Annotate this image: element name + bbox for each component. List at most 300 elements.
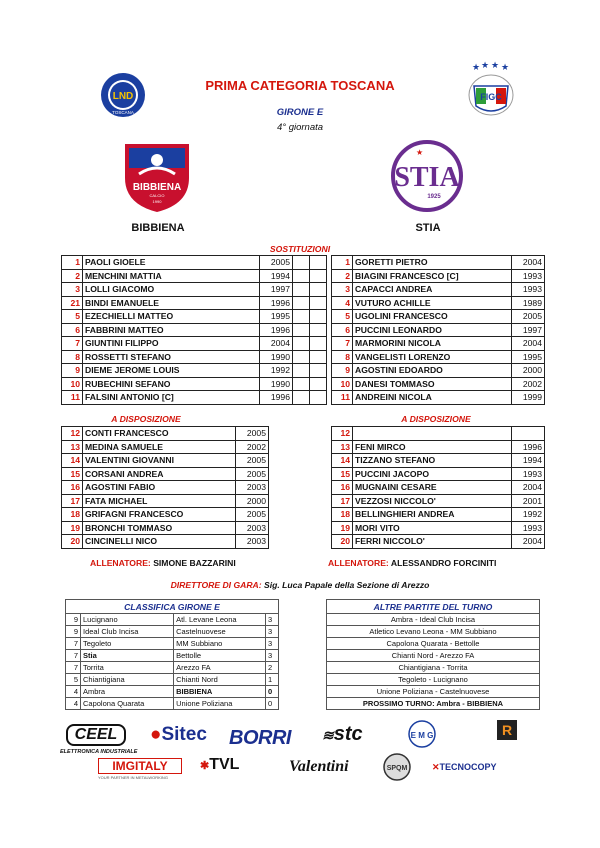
player-number: 2 xyxy=(62,269,83,283)
player-number: 9 xyxy=(332,364,353,378)
player-year: 1997 xyxy=(512,323,545,337)
away-starter-row xyxy=(332,296,545,310)
player-name: DIEME JEROME LOUIS xyxy=(83,364,260,378)
standings-points: 9 xyxy=(66,626,81,638)
player-year: 2002 xyxy=(236,440,269,454)
player-number: 7 xyxy=(332,337,353,351)
away-bench-row xyxy=(332,535,545,549)
player-year: 2005 xyxy=(512,310,545,324)
away-bench-row xyxy=(332,481,545,495)
away-bench-row xyxy=(332,440,545,454)
player-year: 1993 xyxy=(512,521,545,535)
standings-score: 1 xyxy=(266,674,279,686)
player-number: 10 xyxy=(62,377,83,391)
player-number: 3 xyxy=(62,283,83,297)
stia-crest-text: STIA xyxy=(394,162,460,193)
player-name: ANDREINI NICOLA xyxy=(353,391,512,405)
home-starter-row xyxy=(62,323,327,337)
sub-box xyxy=(293,364,310,378)
home-bench-row xyxy=(62,454,269,468)
player-year: 1996 xyxy=(260,391,293,405)
player-name: BELLINGHIERI ANDREA xyxy=(353,508,512,522)
away-coach xyxy=(328,558,496,568)
player-name: BRONCHI TOMMASO xyxy=(83,521,236,535)
player-year: 2002 xyxy=(512,377,545,391)
home-bench-row xyxy=(62,494,269,508)
standings-team: Capolona Quarata xyxy=(81,698,174,710)
sub-box xyxy=(310,283,327,297)
player-year: 1996 xyxy=(260,323,293,337)
player-name: AGOSTINI EDOARDO xyxy=(353,364,512,378)
player-year: 2003 xyxy=(236,521,269,535)
home-coach-label: ALLENATORE: xyxy=(90,558,151,568)
home-starter-row xyxy=(62,256,327,270)
player-year: 2004 xyxy=(260,337,293,351)
player-name: MENCHINI MATTIA xyxy=(83,269,260,283)
player-year: 1992 xyxy=(512,508,545,522)
player-number: 16 xyxy=(332,481,353,495)
standings-row xyxy=(66,662,279,674)
player-year: 1993 xyxy=(512,283,545,297)
figc-logo-text: FIGC xyxy=(480,92,502,102)
other-match-row xyxy=(327,614,540,626)
standings-team: Ideal Club Incisa xyxy=(81,626,174,638)
player-number: 5 xyxy=(62,310,83,324)
home-bench xyxy=(61,426,269,549)
player-year: 1995 xyxy=(260,310,293,324)
svg-text:★: ★ xyxy=(481,60,490,70)
home-bench-row xyxy=(62,467,269,481)
sitec-logo-text: Sitec xyxy=(161,724,207,745)
away-starter-row xyxy=(332,283,545,297)
player-year: 1993 xyxy=(512,269,545,283)
sub-box xyxy=(293,283,310,297)
away-bench-row xyxy=(332,521,545,535)
away-bench-row xyxy=(332,508,545,522)
standings-opponent: MM Subbiano xyxy=(174,638,266,650)
player-name: CORSANI ANDREA xyxy=(83,467,236,481)
player-year: 1992 xyxy=(260,364,293,378)
standings-team: Tegoleto xyxy=(81,638,174,650)
player-name: BIAGINI FRANCESCO [C] xyxy=(353,269,512,283)
player-name: EZECHIELLI MATTEO xyxy=(83,310,260,324)
referee-label: DIRETTORE DI GARA: xyxy=(170,580,262,590)
sub-box xyxy=(293,269,310,283)
player-year: 1990 xyxy=(260,377,293,391)
player-year: 1996 xyxy=(260,296,293,310)
bibbiena-crest-text: BIBBIENA xyxy=(132,182,182,193)
rb-logo-text: R xyxy=(497,720,517,740)
player-number: 3 xyxy=(332,283,353,297)
player-name: FENI MIRCO xyxy=(353,440,512,454)
sub-box xyxy=(293,256,310,270)
away-coach-label: ALLENATORE: xyxy=(328,558,389,568)
player-year: 1996 xyxy=(512,440,545,454)
player-number: 14 xyxy=(62,454,83,468)
player-name: DANESI TOMMASO xyxy=(353,377,512,391)
player-number: 17 xyxy=(332,494,353,508)
home-bench-header: A DISPOSIZIONE xyxy=(111,414,181,424)
standings-points: 4 xyxy=(66,686,81,698)
home-starter-row xyxy=(62,391,327,405)
player-name: FERRI NICCOLO' xyxy=(353,535,512,549)
sub-box xyxy=(293,310,310,324)
player-name: FABBRINI MATTEO xyxy=(83,323,260,337)
player-year: 1994 xyxy=(512,454,545,468)
away-bench-row xyxy=(332,454,545,468)
player-number: 20 xyxy=(62,535,83,549)
player-name: GORETTI PIETRO xyxy=(353,256,512,270)
standings-team: Chiantigiana xyxy=(81,674,174,686)
away-starter-row xyxy=(332,256,545,270)
player-year: 2005 xyxy=(236,467,269,481)
player-year xyxy=(512,427,545,441)
home-coach-name: SIMONE BAZZARINI xyxy=(153,558,236,568)
sub-box xyxy=(310,296,327,310)
stc-logo-text: stc xyxy=(333,723,363,745)
player-year: 1997 xyxy=(260,283,293,297)
player-name: VALENTINI GIOVANNI xyxy=(83,454,236,468)
standings-opponent: Arezzo FA xyxy=(174,662,266,674)
away-starter-row xyxy=(332,350,545,364)
emg-logo xyxy=(407,719,437,753)
player-name: CONTI FRANCESCO xyxy=(83,427,236,441)
player-name: CINCINELLI NICO xyxy=(83,535,236,549)
other-match: Chianti Nord - Arezzo FA xyxy=(327,650,540,662)
standings-score: 3 xyxy=(266,614,279,626)
player-number: 19 xyxy=(332,521,353,535)
imgitaly-logo xyxy=(98,758,182,780)
home-coach xyxy=(90,558,236,568)
player-name: VUTURO ACHILLE xyxy=(353,296,512,310)
player-year: 2005 xyxy=(236,454,269,468)
player-number: 6 xyxy=(332,323,353,337)
valentini-logo: Valentini xyxy=(289,758,349,775)
standings-row xyxy=(66,626,279,638)
standings-opponent: Bettolle xyxy=(174,650,266,662)
away-starter-row xyxy=(332,323,545,337)
player-number: 14 xyxy=(332,454,353,468)
standings-team: Torrita xyxy=(81,662,174,674)
home-bench-row xyxy=(62,440,269,454)
ceel-logo-sub: ELETTRONICA INDUSTRIALE xyxy=(60,749,138,755)
player-name: VANGELISTI LORENZO xyxy=(353,350,512,364)
away-starters xyxy=(331,255,545,405)
player-name: FALSINI ANTONIO [C] xyxy=(83,391,260,405)
player-number: 15 xyxy=(62,467,83,481)
away-starter-row xyxy=(332,337,545,351)
referee-text: Sig. Luca Papale della Sezione di Arezzo xyxy=(264,580,430,590)
player-name: LOLLI GIACOMO xyxy=(83,283,260,297)
sub-box xyxy=(293,391,310,405)
player-name: MARMORINI NICOLA xyxy=(353,337,512,351)
sub-box xyxy=(293,337,310,351)
home-team-name: BIBBIENA xyxy=(131,222,185,234)
player-name: AGOSTINI FABIO xyxy=(83,481,236,495)
away-starter-row xyxy=(332,377,545,391)
player-name: UGOLINI FRANCESCO xyxy=(353,310,512,324)
player-number: 4 xyxy=(332,296,353,310)
player-number: 20 xyxy=(332,535,353,549)
player-number: 12 xyxy=(332,427,353,441)
other-match: Unione Poliziana - Castelnuovese xyxy=(327,686,540,698)
player-number: 7 xyxy=(62,337,83,351)
standings-row xyxy=(66,650,279,662)
standings-points: 7 xyxy=(66,650,81,662)
home-starter-row xyxy=(62,283,327,297)
away-starter-row xyxy=(332,269,545,283)
standings-score: 0 xyxy=(266,686,279,698)
player-number: 18 xyxy=(62,508,83,522)
player-number: 12 xyxy=(62,427,83,441)
player-number: 11 xyxy=(332,391,353,405)
standings-points: 9 xyxy=(66,614,81,626)
player-name: MORI VITO xyxy=(353,521,512,535)
standings-points: 7 xyxy=(66,662,81,674)
home-starters xyxy=(61,255,327,405)
next-turn-row xyxy=(327,698,540,710)
player-name: TIZZANO STEFANO xyxy=(353,454,512,468)
player-name: FATA MICHAEL xyxy=(83,494,236,508)
player-number: 1 xyxy=(332,256,353,270)
other-matches-title: ALTRE PARTITE DEL TURNO xyxy=(326,599,540,614)
other-match-row xyxy=(327,662,540,674)
next-turn: PROSSIMO TURNO: Ambra - BIBBIENA xyxy=(327,698,540,710)
standings-points: 4 xyxy=(66,698,81,710)
player-number: 8 xyxy=(62,350,83,364)
standings-opponent: Unione Poliziana xyxy=(174,698,266,710)
sub-box xyxy=(310,269,327,283)
player-name: GIUNTINI FILIPPO xyxy=(83,337,260,351)
other-match-row xyxy=(327,686,540,698)
away-bench-header: A DISPOSIZIONE xyxy=(401,414,471,424)
player-number: 9 xyxy=(62,364,83,378)
player-year: 1993 xyxy=(512,467,545,481)
player-name: PUCCINI JACOPO xyxy=(353,467,512,481)
sub-box xyxy=(310,337,327,351)
spqm-logo-text: SPQM xyxy=(386,765,408,772)
referee-line xyxy=(0,580,600,590)
standings-score: 3 xyxy=(266,650,279,662)
standings-points: 7 xyxy=(66,638,81,650)
player-name: GRIFAGNI FRANCESCO xyxy=(83,508,236,522)
player-name xyxy=(353,427,512,441)
imgitaly-logo-text: IMGITALY xyxy=(98,758,182,774)
svg-text:★: ★ xyxy=(501,62,510,72)
page-title: PRIMA CATEGORIA TOSCANA xyxy=(205,78,395,93)
player-year: 2000 xyxy=(236,494,269,508)
away-team-name: STIA xyxy=(415,222,441,234)
bibbiena-crest-sub: CALCIO xyxy=(149,193,165,198)
lnd-logo-sub: TOSCANA xyxy=(112,110,134,115)
player-number: 17 xyxy=(62,494,83,508)
home-starter-row xyxy=(62,296,327,310)
standings-points: 5 xyxy=(66,674,81,686)
stia-crest xyxy=(388,138,466,214)
standings-score: 2 xyxy=(266,662,279,674)
player-number: 6 xyxy=(62,323,83,337)
away-coach-name: ALESSANDRO FORCINITI xyxy=(390,558,497,568)
stc-logo: ≋stc xyxy=(322,723,363,745)
svg-text:★: ★ xyxy=(472,62,481,72)
bibbiena-crest-year: 1990 xyxy=(152,199,162,204)
player-name: CAPACCI ANDREA xyxy=(353,283,512,297)
sub-box xyxy=(293,350,310,364)
player-number: 16 xyxy=(62,481,83,495)
svg-text:★: ★ xyxy=(416,148,424,157)
standings-row xyxy=(66,686,279,698)
player-year: 2004 xyxy=(512,337,545,351)
other-matches-table xyxy=(326,613,540,710)
player-name: PAOLI GIOELE xyxy=(83,256,260,270)
standings-opponent: BIBBIENA xyxy=(174,686,266,698)
player-name: RUBECHINI SEFANO xyxy=(83,377,260,391)
sub-box xyxy=(310,323,327,337)
player-name: ROSSETTI STEFANO xyxy=(83,350,260,364)
spqm-logo xyxy=(382,752,412,782)
player-number: 11 xyxy=(62,391,83,405)
player-name: MUGNAINI CESARE xyxy=(353,481,512,495)
player-name: PUCCINI LEONARDO xyxy=(353,323,512,337)
tecnocopy-logo: ✕TECNOCOPY xyxy=(432,762,497,772)
other-match: Capolona Quarata - Bettolle xyxy=(327,638,540,650)
player-number: 18 xyxy=(332,508,353,522)
away-starter-row xyxy=(332,310,545,324)
player-name: BINDI EMANUELE xyxy=(83,296,260,310)
away-starter-row xyxy=(332,391,545,405)
standings-team: Ambra xyxy=(81,686,174,698)
player-year: 2004 xyxy=(512,481,545,495)
away-starter-row xyxy=(332,364,545,378)
player-number: 13 xyxy=(62,440,83,454)
girone-label: GIRONE E xyxy=(276,107,324,118)
home-bench-row xyxy=(62,535,269,549)
sub-box xyxy=(310,364,327,378)
player-year: 2001 xyxy=(512,494,545,508)
player-year: 2000 xyxy=(512,364,545,378)
home-bench-row xyxy=(62,427,269,441)
standings-title: CLASSIFICA GIRONE E xyxy=(65,599,279,614)
player-year: 2004 xyxy=(512,256,545,270)
sub-box xyxy=(310,310,327,324)
standings-row xyxy=(66,674,279,686)
standings-row xyxy=(66,638,279,650)
home-starter-row xyxy=(62,377,327,391)
standings-table xyxy=(65,613,279,710)
tvl-logo-text: TVL xyxy=(209,756,240,773)
standings-team: Lucignano xyxy=(81,614,174,626)
sub-box xyxy=(293,323,310,337)
other-match-row xyxy=(327,638,540,650)
home-bench-row xyxy=(62,521,269,535)
other-match: Chiantigiana - Torrita xyxy=(327,662,540,674)
player-number: 10 xyxy=(332,377,353,391)
standings-opponent: Atl. Levane Leona xyxy=(174,614,266,626)
standings-score: 3 xyxy=(266,626,279,638)
home-starter-row xyxy=(62,269,327,283)
imgitaly-logo-sub: YOUR PARTNER IN METALWORKING xyxy=(98,775,168,780)
player-year: 1994 xyxy=(260,269,293,283)
giornata-label: 4° giornata xyxy=(276,122,324,133)
player-name: MEDINA SAMUELE xyxy=(83,440,236,454)
stia-crest-year: 1925 xyxy=(427,194,441,200)
tvl-logo: ✱TVL xyxy=(200,756,240,773)
standings-row xyxy=(66,614,279,626)
player-number: 21 xyxy=(62,296,83,310)
away-bench xyxy=(331,426,545,549)
player-number: 2 xyxy=(332,269,353,283)
standings-team: Stia xyxy=(81,650,174,662)
home-starter-row xyxy=(62,310,327,324)
standings-score: 0 xyxy=(266,698,279,710)
sub-box xyxy=(310,350,327,364)
sub-box xyxy=(293,377,310,391)
other-match-row xyxy=(327,626,540,638)
player-year: 2005 xyxy=(236,508,269,522)
sub-box xyxy=(310,256,327,270)
player-number: 8 xyxy=(332,350,353,364)
player-year: 2005 xyxy=(260,256,293,270)
player-year: 1999 xyxy=(512,391,545,405)
player-number: 15 xyxy=(332,467,353,481)
home-starter-row xyxy=(62,350,327,364)
standings-opponent: Chianti Nord xyxy=(174,674,266,686)
other-match-row xyxy=(327,650,540,662)
other-match: Atletico Levano Leona - MM Subbiano xyxy=(327,626,540,638)
svg-text:★: ★ xyxy=(491,60,500,70)
standings-opponent: Castelnuovese xyxy=(174,626,266,638)
rb-logo xyxy=(487,720,527,756)
player-year: 1995 xyxy=(512,350,545,364)
player-name: VEZZOSI NICCOLO' xyxy=(353,494,512,508)
home-starter-row xyxy=(62,337,327,351)
emg-logo-text: E M G xyxy=(410,731,434,740)
home-bench-row xyxy=(62,481,269,495)
tecnocopy-logo-text: TECNOCOPY xyxy=(439,762,497,772)
other-match-row xyxy=(327,674,540,686)
sitec-logo: ●Sitec xyxy=(150,724,207,745)
lnd-logo-text: LND xyxy=(112,91,134,102)
bibbiena-crest xyxy=(119,138,195,214)
player-year: 2005 xyxy=(236,427,269,441)
borri-logo: BORRI xyxy=(229,727,291,749)
ceel-logo-text: CEEL xyxy=(66,724,126,746)
home-bench-row xyxy=(62,508,269,522)
away-bench-row xyxy=(332,494,545,508)
sub-box xyxy=(293,296,310,310)
player-year: 2003 xyxy=(236,535,269,549)
player-year: 2004 xyxy=(512,535,545,549)
player-year: 2003 xyxy=(236,481,269,495)
player-number: 19 xyxy=(62,521,83,535)
other-match: Ambra - Ideal Club Incisa xyxy=(327,614,540,626)
standings-row xyxy=(66,698,279,710)
sub-box xyxy=(310,377,327,391)
home-starter-row xyxy=(62,364,327,378)
other-match: Tegoleto - Lucignano xyxy=(327,674,540,686)
player-number: 1 xyxy=(62,256,83,270)
player-number: 13 xyxy=(332,440,353,454)
away-bench-row xyxy=(332,427,545,441)
player-number: 5 xyxy=(332,310,353,324)
sub-box xyxy=(310,391,327,405)
ceel-logo xyxy=(60,724,140,760)
substitutions-header: SOSTITUZIONI xyxy=(269,244,331,254)
away-bench-row xyxy=(332,467,545,481)
standings-score: 3 xyxy=(266,638,279,650)
player-year: 1990 xyxy=(260,350,293,364)
player-year: 1989 xyxy=(512,296,545,310)
